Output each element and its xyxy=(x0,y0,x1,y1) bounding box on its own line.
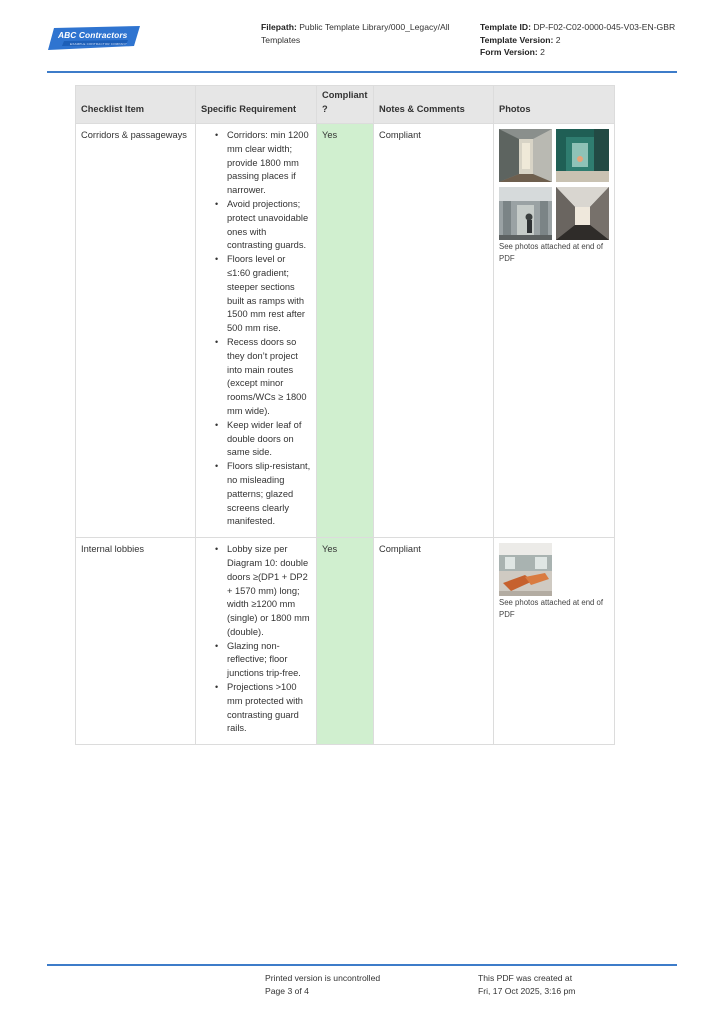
requirement-cell xyxy=(196,124,317,538)
printed-note: Printed version is uncontrolled xyxy=(265,973,381,983)
requirement-item: • Floors slip-resistant, no misleading patterns; glazed screens clearly manifested. xyxy=(227,460,311,529)
photo-note: See photos attached at end of PDF xyxy=(499,598,604,619)
column-header-specific-requirement: Specific Requirement xyxy=(196,86,317,124)
requirement-item: • Floors level or ≤1:60 gradient; steeper sections built as ramps with 1500 mm rest after 500 mm rise. xyxy=(227,253,311,336)
photo-note: See photos attached at end of PDF xyxy=(499,242,604,263)
requirement-item: • Avoid projections; protect unavoidable ones with contrasting guards. xyxy=(227,198,311,253)
footer-left xyxy=(265,972,380,997)
requirement-cell xyxy=(196,538,317,745)
requirement-item: • Keep wider leaf of double doors on same side. xyxy=(227,419,311,460)
template-id-label: Template ID: xyxy=(480,22,531,32)
column-header-notes: Notes & Comments xyxy=(374,86,494,124)
requirement-item: • Glazing non-reflective; floor junctions trip-free. xyxy=(227,640,311,681)
requirement-item: • Lobby size per Diagram 10: double doors ≥(DP1 + DP2 + 1570 mm) long; width ≥1200 mm (single) or 1800 mm (double). xyxy=(227,543,311,640)
template-id-value: DP-F02-C02-0000-045-V03-EN-GBR xyxy=(533,22,676,32)
photos-cell xyxy=(494,538,615,745)
requirement-list xyxy=(201,129,311,529)
form-version-label: Form Version: xyxy=(480,47,538,57)
photo-thumbnail[interactable] xyxy=(556,129,609,182)
filepath-value: Public Template Library/000_Legacy/All Templates xyxy=(261,22,450,45)
compliant-cell: Yes xyxy=(317,124,374,538)
checklist-table xyxy=(75,85,615,745)
footer-divider xyxy=(47,964,677,966)
column-header-checklist-item: Checklist Item xyxy=(76,86,196,124)
notes-cell: Compliant xyxy=(374,124,494,538)
table-row xyxy=(76,538,615,745)
requirement-item: • Corridors: min 1200 mm clear width; provide 1800 mm passing places if narrower. xyxy=(227,129,311,198)
requirement-list xyxy=(201,543,311,736)
filepath-block xyxy=(261,21,471,46)
photo-thumbnail[interactable] xyxy=(499,129,552,182)
page-number: Page 3 of 4 xyxy=(265,985,309,996)
template-version-value: 2 xyxy=(555,34,561,45)
requirement-item: • Projections >100 mm protected with contrasting guard rails. xyxy=(227,681,311,736)
company-logo xyxy=(48,26,140,52)
compliant-cell: Yes xyxy=(317,538,374,745)
notes-cell: Compliant xyxy=(374,538,494,745)
created-note: This PDF was created at xyxy=(478,973,573,983)
filepath-label: Filepath: xyxy=(261,22,297,32)
column-header-compliant: Compliant ? xyxy=(317,86,374,124)
column-header-photos: Photos xyxy=(494,86,615,124)
logo-text: ABC Contractors xyxy=(58,30,128,40)
table-header-row xyxy=(76,86,615,124)
checklist-item-cell: Corridors & passageways xyxy=(76,124,196,538)
logo-tagline: EXAMPLE CONTRACTOR COMPANY xyxy=(70,42,128,46)
photo-thumbnail[interactable] xyxy=(556,187,609,240)
photo-grid xyxy=(499,129,609,240)
created-date: Fri, 17 Oct 2025, 3:16 pm xyxy=(478,985,576,996)
photo-thumbnail[interactable] xyxy=(499,187,552,240)
page-header xyxy=(0,0,725,74)
form-version-value: 2 xyxy=(540,47,545,57)
table-row xyxy=(76,124,615,538)
photo-grid xyxy=(499,543,609,596)
photos-cell xyxy=(494,124,615,538)
template-meta xyxy=(480,21,690,59)
photo-thumbnail[interactable] xyxy=(499,543,552,596)
checklist-item-cell: Internal lobbies xyxy=(76,538,196,745)
footer-right xyxy=(478,972,575,997)
requirement-item: • Recess doors so they don’t project into main routes (except minor rooms/WCs ≥ 1800 mm wide). xyxy=(227,336,311,419)
header-divider xyxy=(47,71,677,73)
template-version-label: Template Version: xyxy=(480,34,554,45)
